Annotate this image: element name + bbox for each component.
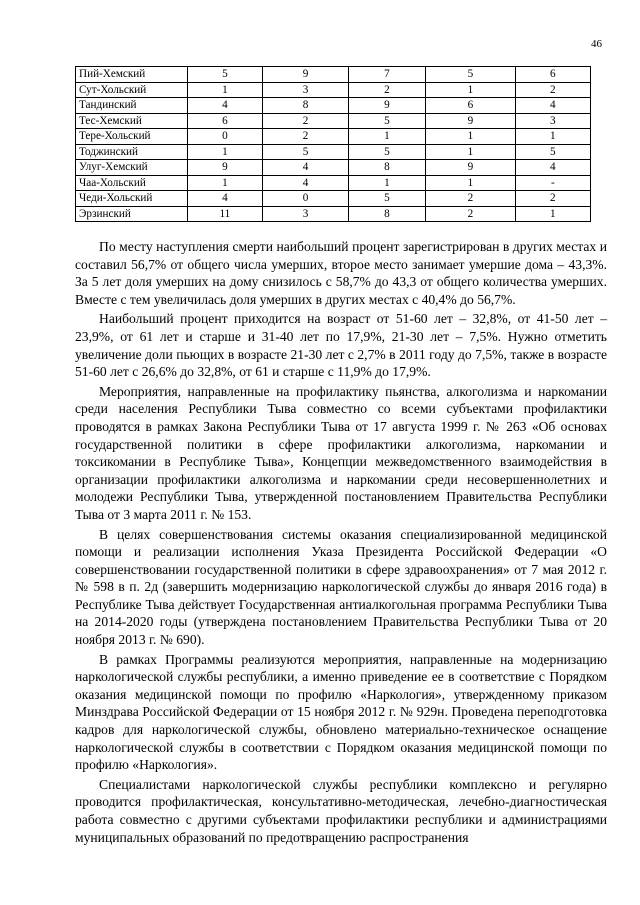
value-cell: 4	[187, 98, 262, 114]
value-cell: 2	[263, 129, 349, 145]
value-cell: 1	[426, 144, 516, 160]
value-cell: 5	[348, 113, 425, 129]
value-cell: 5	[263, 144, 349, 160]
value-cell: 4	[187, 191, 262, 207]
district-name-cell: Тес-Хемский	[76, 113, 188, 129]
district-name-cell: Пий-Хемский	[76, 67, 188, 83]
value-cell: 5	[348, 191, 425, 207]
value-cell: 1	[187, 175, 262, 191]
value-cell: 0	[263, 191, 349, 207]
value-cell: 8	[263, 98, 349, 114]
paragraph: В целях совершенствования системы оказания специализированной медицинской помощи и реализации исполнения Указа Президента Российской Федерации «О совершенствовании государственной политики в сфере здравоохранения» от 7 мая 2012 г. № 598 в п. 2д (завершить модернизацию наркологической службы до января 2016 года) в Республике Тыва действует Государственная антиалкогольная программа Республики Тыва на 2014-2020 годы (утверждена постановлением Правительства Республики Тыва от 20 ноября 2013 г. № 690).	[75, 526, 607, 648]
value-cell: 9	[426, 113, 516, 129]
table-row	[76, 67, 591, 83]
value-cell: 1	[515, 129, 590, 145]
value-cell: 1	[515, 206, 590, 222]
value-cell: 4	[515, 98, 590, 114]
paragraph: В рамках Программы реализуются мероприятия, направленные на модернизацию наркологической службы республики, а именно приведение ее в соответствие с Порядком оказания медицинской помощи по профилю «Наркология», утвержденному приказом Минздрава Российской Федерации от 15 ноября 2012 г. № 929н. Проведена переподготовка кадров для наркологической службы, обновлено материально-техническое оснащение наркологической службы в соответствии с Порядком оказания медицинской помощи по профилю «Наркология».	[75, 651, 607, 773]
value-cell: 4	[515, 160, 590, 176]
body-text	[75, 238, 607, 846]
value-cell: 2	[426, 191, 516, 207]
value-cell: 2	[348, 82, 425, 98]
value-cell: 7	[348, 67, 425, 83]
value-cell: 1	[348, 175, 425, 191]
paragraph: Наибольший процент приходится на возраст от 51-60 лет – 32,8%, от 41-50 лет – 23,9%, от 61 лет и старше и 31-40 лет по 17,9%, 21-30 лет – 7,5%. Нужно отметить увеличение доли пьющих в возрасте 21-30 лет с 2,7% в 2011 году до 7,5%, также в возрасте 51-60 лет с 26,6% до 32,8%, от 61 и старше с 11,9% до 17,9%.	[75, 311, 607, 380]
value-cell: 4	[263, 175, 349, 191]
table-row	[76, 113, 591, 129]
value-cell: 5	[515, 144, 590, 160]
value-cell: 1	[426, 129, 516, 145]
value-cell: 9	[187, 160, 262, 176]
paragraph: Мероприятия, направленные на профилактику пьянства, алкоголизма и наркомании среди населения Республики Тыва совместно со всеми субъектами профилактики проводятся в рамках Закона Республики Тыва от 17 августа 1999 г. № 263 «Об основах государственной политики в сфере профилактики алкоголизма, наркомании и токсикомании в Республике Тыва», Концепции межведомственного взаимодействия в организации профилактики алкоголизма и наркомании среди несовершеннолетних и молодежи Республики Тыва, утвержденной постановлением Правительства Республики Тыва от 3 марта 2011 г. № 153.	[75, 383, 607, 522]
value-cell: 4	[263, 160, 349, 176]
value-cell: 2	[263, 113, 349, 129]
value-cell: 1	[348, 129, 425, 145]
value-cell: 0	[187, 129, 262, 145]
value-cell: 8	[348, 160, 425, 176]
table-row	[76, 129, 591, 145]
district-name-cell: Улуг-Хемский	[76, 160, 188, 176]
value-cell: 9	[348, 98, 425, 114]
value-cell: 6	[426, 98, 516, 114]
table-row	[76, 98, 591, 114]
paragraph: По месту наступления смерти наибольший процент зарегистрирован в других местах и составил 56,7% от общего числа умерших, второе место занимает умершие дома – 43,3%. За 5 лет доля умерших на дому снизилось с 58,7% до 43,3 от общего количества умерших. Вместе с тем увеличилась доля умерших в других местах с 40,4% до 56,7%.	[75, 239, 607, 307]
table-row	[76, 175, 591, 191]
value-cell: 2	[426, 206, 516, 222]
value-cell: 3	[263, 82, 349, 98]
table-row	[76, 82, 591, 98]
value-cell: 5	[426, 67, 516, 83]
district-name-cell: Тоджинский	[76, 144, 188, 160]
value-cell: -	[515, 175, 590, 191]
value-cell: 11	[187, 206, 262, 222]
value-cell: 1	[426, 82, 516, 98]
value-cell: 6	[187, 113, 262, 129]
paragraph: Специалистами наркологической службы республики комплексно и регулярно проводится профилактическая, консультативно-методическая, лечебно-диагностическая работа совместно с другими субъектами профилактики республики и администрациями муниципальных образований по предотвращению распространения	[75, 776, 607, 845]
table-row	[76, 206, 591, 222]
district-name-cell: Тандинский	[76, 98, 188, 114]
page-number: 46	[591, 38, 602, 50]
district-name-cell: Сут-Хольский	[76, 82, 188, 98]
district-table	[75, 66, 591, 222]
value-cell: 1	[187, 82, 262, 98]
table-row	[76, 191, 591, 207]
value-cell: 1	[187, 144, 262, 160]
district-name-cell: Чаа-Хольский	[76, 175, 188, 191]
table-row	[76, 160, 591, 176]
value-cell: 2	[515, 191, 590, 207]
value-cell: 3	[515, 113, 590, 129]
value-cell: 9	[426, 160, 516, 176]
district-name-cell: Эрзинский	[76, 206, 188, 222]
value-cell: 8	[348, 206, 425, 222]
value-cell: 2	[515, 82, 590, 98]
value-cell: 5	[187, 67, 262, 83]
district-name-cell: Тере-Хольский	[76, 129, 188, 145]
value-cell: 5	[348, 144, 425, 160]
table-row	[76, 144, 591, 160]
value-cell: 6	[515, 67, 590, 83]
value-cell: 1	[426, 175, 516, 191]
district-name-cell: Чеди-Хольский	[76, 191, 188, 207]
value-cell: 3	[263, 206, 349, 222]
value-cell: 9	[263, 67, 349, 83]
